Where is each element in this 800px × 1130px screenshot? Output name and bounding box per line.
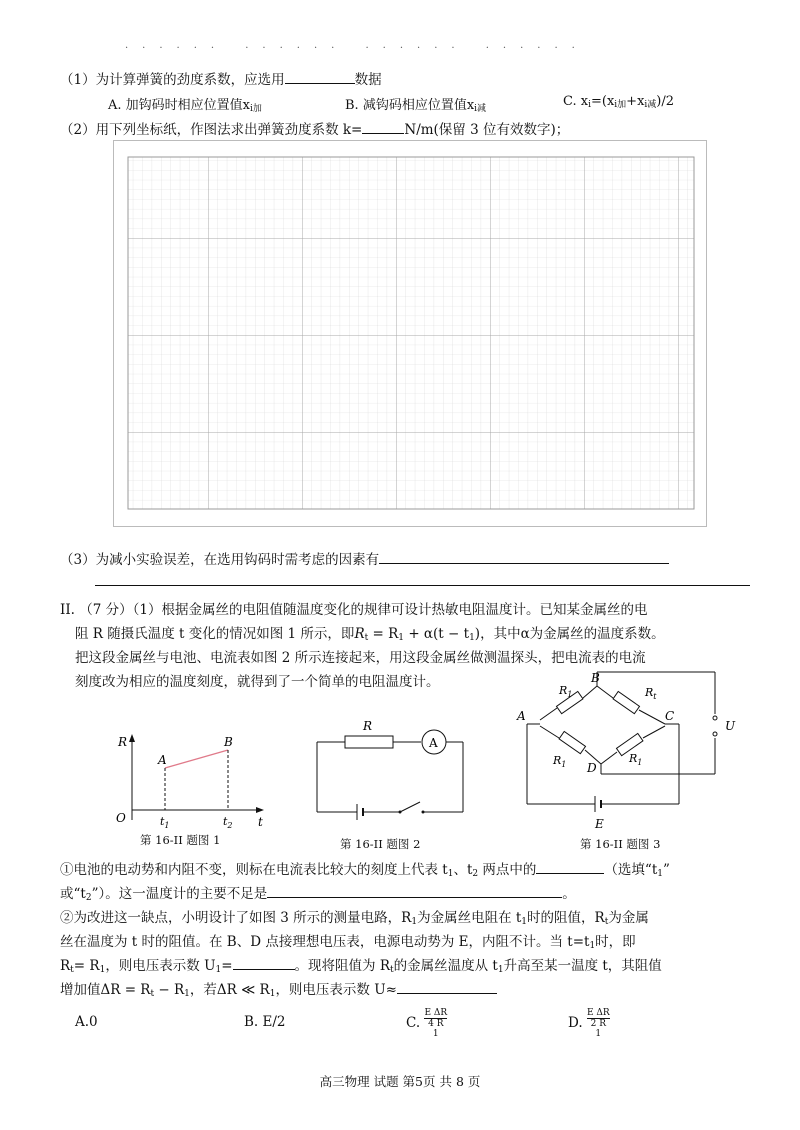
svg-text:D: D	[587, 761, 597, 775]
question-2	[60, 118, 569, 138]
section-2-line-1: II. （7 分）（1）根据金属丝的电阻值随温度变化的规律可设计热敏电阻温度计。已知某金属丝的电	[60, 602, 648, 618]
question-1-text: （1）为计算弹簧的劲度系数，应选用	[60, 72, 285, 88]
part-2-line-3: $R_t= R_1$，则电压表示数 $U_1=$ 。现将阻值为 $R_t$的金属丝温度从 $t_1$升高至某一温度 t，其阻值	[60, 958, 662, 975]
fig1-point-b: B	[224, 735, 233, 749]
answer-blank-3a[interactable]	[379, 563, 669, 564]
section-2-line-4: 刻度改为相应的温度刻度，就得到了一个简单的电阻温度计。	[75, 674, 440, 690]
part-2-line-1: ②为改进这一缺点，小明设计了如图 3 所示的测量电路，$R_1$为金属丝电阻在 $t_1$时的阻值，$R_t$为金属	[60, 910, 649, 927]
question-2-text: （2）用下列坐标纸，作图法求出弹簧劲度系数 k=	[60, 122, 363, 138]
resistance-line	[165, 750, 228, 768]
choice-c: C. E ΔR 4 R 1	[406, 1008, 448, 1039]
svg-text:R1: $R_1$	[629, 752, 643, 767]
figure-1-graph	[110, 730, 270, 830]
choice-b: B. E/2	[244, 1014, 286, 1030]
option-c: C. $x_i=(x_{i加}+x_{i减})/2$	[563, 94, 675, 110]
svg-text:E: E	[595, 817, 604, 831]
resistor-r	[345, 736, 393, 748]
svg-text:Rt: $R_t$	[645, 686, 657, 701]
graph-paper[interactable]	[113, 140, 707, 527]
choice-d: D. E ΔR 2 R 1	[568, 1008, 610, 1039]
switch	[400, 802, 420, 812]
figure-2-caption: 第 16-II 题图 2	[340, 837, 421, 851]
fig1-tick-2: $t_2$	[223, 815, 233, 830]
question-1-suffix: 数据	[354, 72, 382, 88]
svg-text:A: A	[429, 736, 438, 750]
answer-blank-5[interactable]	[267, 897, 562, 898]
answer-blank-6[interactable]	[233, 969, 295, 970]
section-2-line-2: 阻 R 随摄氏温度 t 变化的情况如图 1 所示，即$R_t = R_1 + \alpha(t - t_1)$，其中α为金属丝的温度系数。	[75, 626, 665, 643]
fig1-x-label: t	[258, 815, 263, 829]
answer-blank-3b[interactable]	[95, 585, 750, 586]
part-2-line-4: 增加值$\Delta R = R_t - R_1$，若ΔR ≪ $R_1$，则电压表示数 U≈	[60, 978, 497, 999]
question-3	[60, 548, 669, 568]
fig1-origin: O	[116, 811, 126, 825]
figure-1-caption: 第 16-II 题图 1	[140, 833, 221, 847]
answer-blank-2[interactable]	[362, 133, 404, 134]
section-2-line-3: 把这段金属丝与电池、电流表如图 2 所示连接起来，用这段金属丝做测温探头，把电流表的电流	[75, 650, 646, 666]
part-1-line-1: ①电池的电动势和内阻不变，则标在电流表比较大的刻度上代表 $t_1$、$t_2$ 两点中的 （选填“$t_1$”	[60, 862, 670, 879]
svg-text:C: C	[665, 709, 675, 723]
option-a: A. 加钩码时相应位置值$x_{i加}$	[108, 98, 262, 114]
answer-blank-1[interactable]	[285, 83, 355, 84]
option-b: B. 减钩码相应位置值$x_{i减}$	[345, 98, 487, 114]
figure-2-circuit	[305, 718, 475, 828]
part-2-line-2: 丝在温度为 t 时的阻值。在 B、D 点接理想电压表，电源电动势为 E，内阻不计。当 $t=t_1$时，即	[60, 934, 636, 951]
part-1-line-2: 或“$t_2$”）。这一温度计的主要不足是 。	[60, 886, 576, 903]
fig1-point-a: A	[158, 753, 167, 767]
svg-text:B: B	[591, 671, 600, 685]
question-2-suffix: N/m(保留 3 位有效数字)；	[404, 122, 570, 138]
choice-a: A.0	[75, 1014, 98, 1030]
figure-3-bridge-circuit	[515, 668, 745, 836]
question-3-text: （3）为减小实验误差，在选用钩码时需考虑的因素有	[60, 552, 380, 568]
answer-blank-4[interactable]	[536, 873, 604, 874]
fig2-resistor-label: R	[363, 719, 373, 733]
header-fragment: ...... ...... ...... ......	[125, 40, 589, 51]
page-footer: 高三物理 试题 第5页 共 8 页	[319, 1074, 481, 1089]
svg-text:R1: $R_1$	[553, 754, 567, 769]
fig1-tick-1: $t_1$	[160, 815, 170, 830]
figure-3-caption: 第 16-II 题图 3	[580, 837, 661, 851]
question-1	[60, 68, 382, 88]
graph-paper-grid	[114, 141, 708, 528]
fig1-y-label: R	[118, 735, 128, 749]
answer-blank-7[interactable]	[397, 993, 497, 994]
svg-text:R1: $R_1$	[559, 684, 573, 699]
svg-text:U: U	[725, 719, 736, 733]
svg-text:A: A	[517, 709, 526, 723]
